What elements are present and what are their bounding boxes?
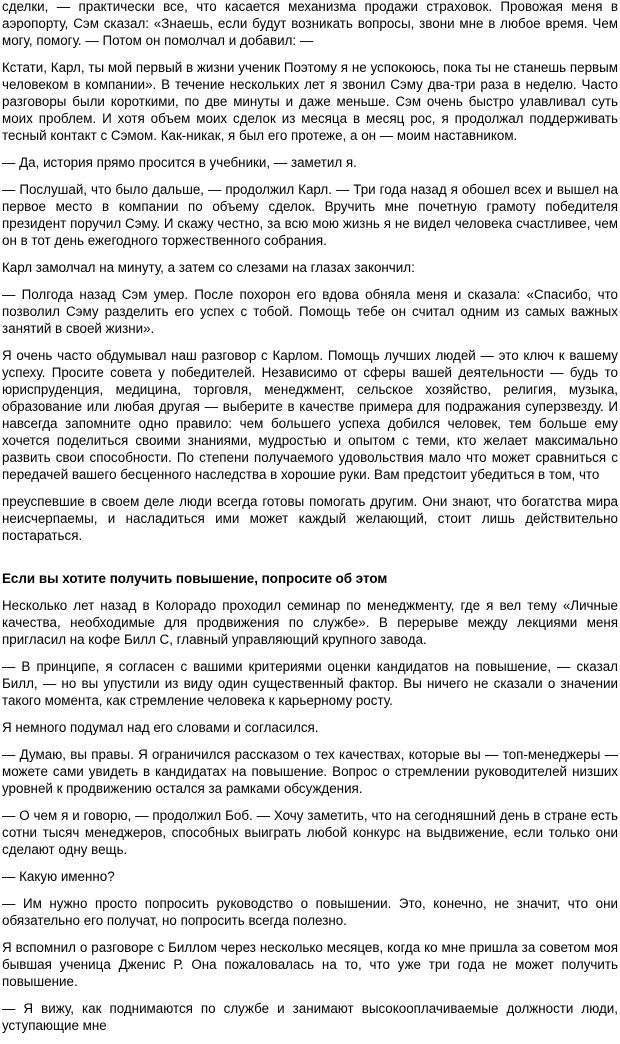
paragraph-15: — Им нужно просто попросить руководство о повышении. Это, конечно, не значит, что они обязательно его получат, но попросить всегда полезно. [2,896,618,928]
paragraph-2: Кстати, Карл, ты мой первый в жизни ученик Поэтому я не успокоюсь, пока ты не станешь первым человеком в компании». В течение нескольких лет я звонил Сэму два-три раза в неделю. Часто разговоры были короткими, по две минуты и даже меньше. Сэм очень быстро улавливал суть моих проблем. И хотя объем моих сделок из месяца в месяц рос, я продолжал поддерживать тесный контакт с Сэмом. Как-никак, я был его протеже, а он — моим наставником. [2,60,618,143]
paragraph-8: преуспевшие в своем деле люди всегда готовы помогать другим. Они знают, что богатства мира неисчерпаемы, и насладиться ими может каждый желающий, стоит лишь действительно постараться. [2,494,618,543]
paragraph-11: Я немного подумал над его словами и согласился. [2,720,319,735]
paragraph-7: Я очень часто обдумывал наш разговор с Карлом. Помощь лучших людей — это ключ к вашему успеху. Просите совета у победителей. Независимо от сферы вашей деятельности — будь то юриспруденция, медицина, торговля, менеджмент, сельское хозяйство, религия, музыка, образование или любая другая — выберите в качестве примера для подражания суперзвезду. И навсегда запомните одно правило: чем большего успеха добился человек, тем больше ему хочется поделиться своими знаниями, мудростью и опытом с теми, кто желает максимально развить свои способности. По степени получаемого удовольствия мало что может сравниться с передачей вашего бесценного наследства в хорошие руки. Вам предстоит убедиться в том, что [2,348,618,482]
paragraph-9: Несколько лет назад в Колорадо проходил семинар по менеджменту, где я вел тему «Личные качества, необходимые для продвижения по службе». В перерыве между лекциями меня пригласил на кофе Билл С, главный управляющий крупного завода. [2,598,618,647]
paragraph-1: сделки, — практически все, что касается механизма продажи страховок. Провожая меня в аэропорту, Сэм сказал: «Знаешь, если будут возникать вопросы, звони мне в любое время. Чем могу, помогу. — Потом он помолчал и добавил: — [2,0,618,48]
paragraph-3: — Да, история прямо просится в учебники, — заметил я. [2,155,357,170]
paragraph-12: — Думаю, вы правы. Я ограничился рассказом о тех качествах, которые вы — топ-менеджеры — можете сами увидеть в кандидатах на повышение. Вопрос о стремлении руководителей низших уровней к продвижению остался за рамками обсуждения. [2,747,618,796]
paragraph-10: — В принципе, я согласен с вашими критериями оценки кандидатов на повышение, — сказал Билл, — но вы упустили из виду один существенный фактор. Вы ничего не сказали о значении такого момента, как стремление человека к карьерному росту. [2,659,618,708]
paragraph-14: — Какую именно? [2,869,115,884]
paragraph-4: — Послушай, что было дальше, — продолжил Карл. — Три года назад я обошел всех и вышел на первое место в компании по объему сделок. Вручить мне почетную грамоту победителя президент поручил Сэму. И скажу честно, за всю мою жизнь я не видел человека счастливее, чем он в тот день ежегодного торжественного собрания. [2,182,618,248]
paragraph-6: — Полгода назад Сэм умер. После похорон его вдова обняла меня и сказала: «Спасибо, что позволил Сэму разделить его успех с тобой. Помощь тебе он считал одним из самых важных занятий в своей жизни». [2,287,618,336]
paragraph-13: — О чем я и говорю, — продолжил Боб. — Хочу заметить, что на сегодняшний день в стране есть сотни тысяч менеджеров, способных выиграть любой конкурс на выдвижение, если только они сделают одну вещь. [2,808,618,857]
paragraph-16: Я вспомнил о разговоре с Биллом через несколько месяцев, когда ко мне пришла за советом моя бывшая ученица Дженис Р. Она пожаловалась на то, что уже три года не может получить повышение. [2,940,618,989]
section-heading: Если вы хотите получить повышение, попросите об этом [2,571,388,586]
paragraph-17: — Я вижу, как поднимаются по службе и занимают высокооплачиваемые должности люди, уступающие мне [2,1001,618,1033]
paragraph-5: Карл замолчал на минуту, а затем со слезами на глазах закончил: [2,260,415,275]
